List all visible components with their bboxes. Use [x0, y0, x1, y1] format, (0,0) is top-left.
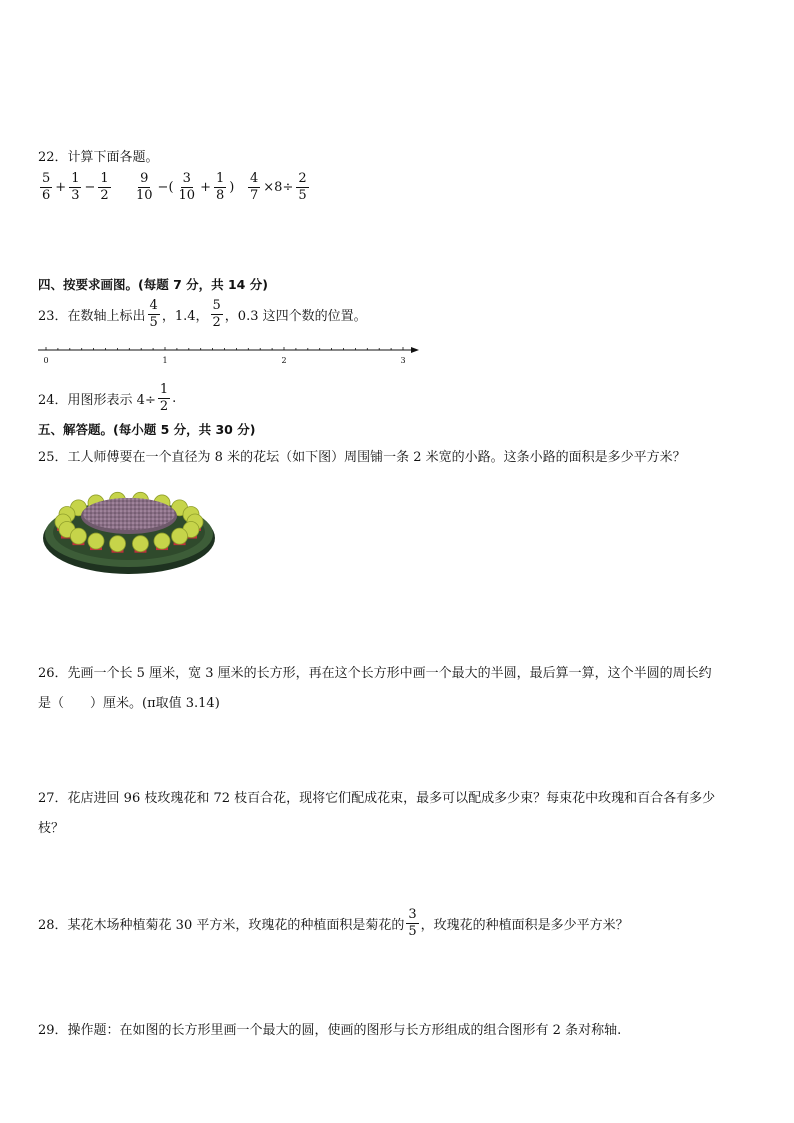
fraction: $\frac{4}{7}$ — [250, 171, 259, 203]
q22-expression-1: $\frac{5}{6}$ + $\frac{1}{3}$ − $\frac{1}{2}$ — [42, 171, 109, 203]
question-22-title: 22．计算下面各题。 — [38, 150, 159, 165]
question-25: 25．工人师傅要在一个直径为 8 米的花坛（如下图）周围铺一条 2 米宽的小路。这条小路的面积是多少平方米？ — [38, 450, 686, 465]
fraction: $\frac{4}{5}$ — [149, 298, 158, 330]
question-27-line-1: 27．花店进回 96 枝玫瑰花和 72 枝百合花，现将它们配成花束，最多可以配成多少束？每束花中玫瑰和百合各有多少 — [38, 791, 716, 806]
shrub — [154, 533, 170, 549]
q22-expression-3: $\frac{4}{7}$ ×8÷ $\frac{2}{5}$ — [250, 171, 307, 203]
axis-tick-label: 2 — [281, 356, 287, 365]
fraction: $\frac{1}{2}$ — [159, 382, 169, 414]
question-26-line-2: 是（ ）厘米。(π取值 3.14) — [38, 696, 220, 711]
fraction: $\frac{3}{10}$ — [178, 171, 196, 203]
fraction: $\frac{5}{6}$ — [42, 171, 51, 203]
shrub — [172, 528, 188, 544]
fraction: $\frac{1}{3}$ — [71, 171, 80, 203]
question-23: 23．在数轴上标出 $\frac{4}{5}$ ，1.4， $\frac{5}{2}$ ，0.3 这四个数的位置。 — [38, 298, 367, 330]
axis-arrow — [411, 347, 419, 353]
question-28: 28．某花木场种植菊花 30 平方米，玫瑰花的种植面积是菊花的 $\frac{3}{5}$ ，玫瑰花的种植面积是多少平方米？ — [38, 907, 629, 939]
fraction: $\frac{1}{8}$ — [215, 171, 225, 203]
section-4-heading: 四、按要求画图。(每题 7 分，共 14 分) — [38, 277, 268, 292]
axis-tick-label: 1 — [162, 356, 168, 365]
question-29: 29．操作题：在如图的长方形里画一个最大的圆，使画的图形与长方形组成的组合图形有 2 条对称轴. — [38, 1023, 622, 1038]
shrub — [88, 533, 104, 549]
fraction: $\frac{5}{2}$ — [212, 298, 221, 330]
shrub — [70, 528, 86, 544]
question-27-line-2: 枝？ — [38, 821, 65, 836]
section-5-heading: 五、解答题。(每小题 5 分，共 30 分) — [38, 422, 256, 437]
fraction: $\frac{9}{10}$ — [136, 171, 153, 203]
fraction: $\frac{1}{2}$ — [100, 171, 109, 203]
q22-expression-2: $\frac{9}{10}$ −( $\frac{3}{10}$ + $\frac{1}{8}$ ) — [136, 171, 235, 203]
flower-bed-image — [40, 482, 218, 578]
shrub — [132, 536, 148, 552]
shrub — [110, 536, 126, 552]
number-line — [36, 340, 426, 372]
fraction: $\frac{2}{5}$ — [298, 171, 307, 203]
axis-tick-label: 0 — [43, 356, 49, 365]
axis-tick-label: 3 — [400, 356, 406, 365]
question-24: 24．用图形表示 4÷ $\frac{1}{2}$ . — [38, 382, 177, 414]
question-26-line-1: 26．先画一个长 5 厘米，宽 3 厘米的长方形，再在这个长方形中画一个最大的半圆，最后算一算，这个半圆的周长约 — [38, 666, 712, 681]
fraction: $\frac{3}{5}$ — [408, 907, 417, 939]
